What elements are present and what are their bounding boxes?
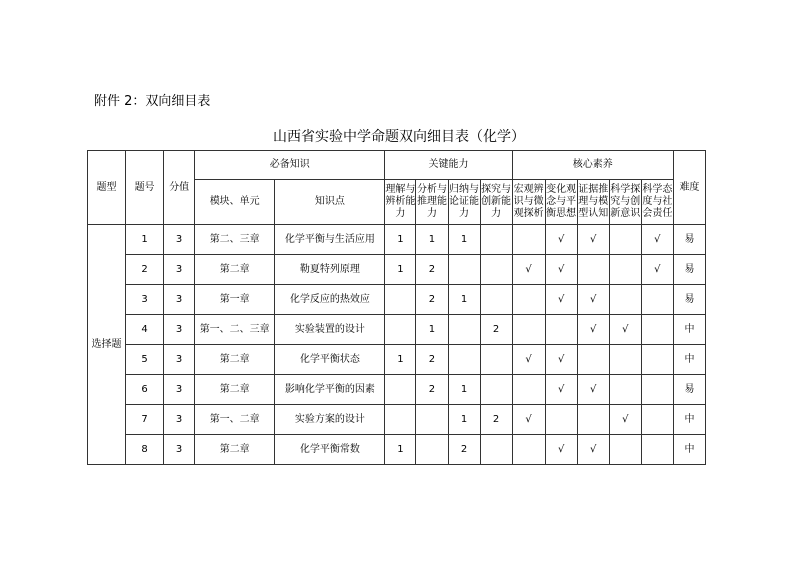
ability-4-cell: [480, 285, 512, 315]
header-essential-knowledge: 必备知识: [195, 151, 385, 180]
literacy-2-cell: [545, 405, 577, 435]
question-number: 8: [126, 435, 164, 465]
literacy-5-cell: √: [641, 225, 673, 255]
literacy-4-cell: √: [609, 315, 641, 345]
ability-3-cell: 1: [448, 225, 480, 255]
literacy-3-cell: [577, 255, 609, 285]
score-cell: 3: [164, 345, 195, 375]
literacy-3-cell: √: [577, 285, 609, 315]
table-body: [88, 151, 706, 465]
ability-4-cell: [480, 375, 512, 405]
ability-4-cell: [480, 225, 512, 255]
literacy-1-cell: [512, 315, 545, 345]
ability-1-cell: [385, 405, 416, 435]
score-cell: 3: [164, 315, 195, 345]
header-type: 题型: [88, 151, 126, 225]
difficulty-cell: 中: [673, 315, 705, 345]
ability-2-cell: 2: [416, 255, 448, 285]
header-literacy-4: 科学探究与创新意识: [609, 180, 641, 225]
header-score: 分值: [164, 151, 195, 225]
header-literacy-5: 科学态度与社会责任: [641, 180, 673, 225]
ability-2-cell: 1: [416, 315, 448, 345]
module-cell: 第二、三章: [195, 225, 275, 255]
header-key-ability: 关键能力: [385, 151, 512, 180]
ability-1-cell: [385, 285, 416, 315]
question-number: 5: [126, 345, 164, 375]
ability-3-cell: [448, 255, 480, 285]
header-row-1: [88, 151, 706, 180]
table-row: [88, 405, 706, 435]
knowledge-point-cell: 化学平衡常数: [275, 435, 385, 465]
ability-3-cell: 1: [448, 285, 480, 315]
module-cell: 第一章: [195, 285, 275, 315]
difficulty-cell: 中: [673, 435, 705, 465]
ability-1-cell: [385, 315, 416, 345]
knowledge-point-cell: 化学平衡状态: [275, 345, 385, 375]
header-literacy-3: 证据推理与模型认知: [577, 180, 609, 225]
header-literacy-2: 变化观念与平衡思想: [545, 180, 577, 225]
ability-1-cell: [385, 375, 416, 405]
header-core-literacy: 核心素养: [512, 151, 673, 180]
literacy-3-cell: √: [577, 315, 609, 345]
question-type-cell: 选择题: [88, 225, 126, 465]
table-row: [88, 225, 706, 255]
literacy-1-cell: [512, 285, 545, 315]
knowledge-point-cell: 化学平衡与生活应用: [275, 225, 385, 255]
literacy-2-cell: √: [545, 375, 577, 405]
question-number: 2: [126, 255, 164, 285]
literacy-5-cell: [641, 435, 673, 465]
difficulty-cell: 易: [673, 285, 705, 315]
ability-4-cell: 2: [480, 405, 512, 435]
literacy-4-cell: [609, 255, 641, 285]
literacy-1-cell: [512, 375, 545, 405]
ability-4-cell: [480, 255, 512, 285]
ability-1-cell: 1: [385, 255, 416, 285]
difficulty-cell: 易: [673, 255, 705, 285]
table-row: [88, 285, 706, 315]
literacy-1-cell: [512, 225, 545, 255]
ability-2-cell: 1: [416, 225, 448, 255]
ability-2-cell: 2: [416, 285, 448, 315]
literacy-3-cell: √: [577, 435, 609, 465]
module-cell: 第二章: [195, 345, 275, 375]
ability-4-cell: [480, 345, 512, 375]
question-number: 3: [126, 285, 164, 315]
question-number: 1: [126, 225, 164, 255]
literacy-5-cell: [641, 285, 673, 315]
table-title: 山西省实验中学命题双向细目表（化学）: [273, 129, 525, 145]
literacy-3-cell: [577, 345, 609, 375]
ability-1-cell: 1: [385, 435, 416, 465]
literacy-5-cell: √: [641, 255, 673, 285]
question-number: 4: [126, 315, 164, 345]
literacy-5-cell: [641, 375, 673, 405]
header-ability-4: 探究与创新能力: [480, 180, 512, 225]
literacy-5-cell: [641, 345, 673, 375]
literacy-3-cell: [577, 405, 609, 435]
module-cell: 第一、二、三章: [195, 315, 275, 345]
table-row: [88, 345, 706, 375]
literacy-4-cell: [609, 375, 641, 405]
literacy-5-cell: [641, 315, 673, 345]
difficulty-cell: 易: [673, 225, 705, 255]
header-ability-2: 分析与推理能力: [416, 180, 448, 225]
module-cell: 第一、二章: [195, 405, 275, 435]
header-ability-1: 理解与辨析能力: [385, 180, 416, 225]
table-row: [88, 255, 706, 285]
module-cell: 第二章: [195, 375, 275, 405]
literacy-1-cell: √: [512, 345, 545, 375]
ability-2-cell: 2: [416, 375, 448, 405]
ability-3-cell: 2: [448, 435, 480, 465]
literacy-2-cell: √: [545, 255, 577, 285]
score-cell: 3: [164, 405, 195, 435]
ability-1-cell: 1: [385, 225, 416, 255]
question-number: 6: [126, 375, 164, 405]
literacy-1-cell: √: [512, 405, 545, 435]
literacy-2-cell: √: [545, 435, 577, 465]
literacy-2-cell: √: [545, 285, 577, 315]
knowledge-point-cell: 影响化学平衡的因素: [275, 375, 385, 405]
score-cell: 3: [164, 225, 195, 255]
ability-3-cell: [448, 315, 480, 345]
literacy-3-cell: √: [577, 375, 609, 405]
ability-3-cell: [448, 345, 480, 375]
literacy-1-cell: √: [512, 255, 545, 285]
score-cell: 3: [164, 285, 195, 315]
module-cell: 第二章: [195, 435, 275, 465]
knowledge-point-cell: 化学反应的热效应: [275, 285, 385, 315]
header-module-unit: 模块、单元: [195, 180, 275, 225]
header-literacy-1: 宏观辨识与微观探析: [512, 180, 545, 225]
table-row: [88, 315, 706, 345]
header-number: 题号: [126, 151, 164, 225]
difficulty-cell: 中: [673, 345, 705, 375]
ability-1-cell: 1: [385, 345, 416, 375]
header-ability-3: 归纳与论证能力: [448, 180, 480, 225]
header-difficulty: 难度: [673, 151, 705, 225]
literacy-4-cell: [609, 285, 641, 315]
ability-2-cell: 2: [416, 345, 448, 375]
module-cell: 第二章: [195, 255, 275, 285]
literacy-1-cell: [512, 435, 545, 465]
knowledge-point-cell: 实验方案的设计: [275, 405, 385, 435]
attachment-label: 附件 2：双向细目表: [94, 94, 211, 109]
literacy-2-cell: [545, 315, 577, 345]
score-cell: 3: [164, 255, 195, 285]
ability-3-cell: 1: [448, 405, 480, 435]
header-knowledge-point: 知识点: [275, 180, 385, 225]
literacy-4-cell: [609, 435, 641, 465]
difficulty-cell: 中: [673, 405, 705, 435]
literacy-4-cell: [609, 345, 641, 375]
specification-table: [87, 150, 706, 465]
score-cell: 3: [164, 435, 195, 465]
table-row: [88, 435, 706, 465]
ability-2-cell: [416, 435, 448, 465]
literacy-2-cell: √: [545, 345, 577, 375]
ability-3-cell: 1: [448, 375, 480, 405]
knowledge-point-cell: 勒夏特列原理: [275, 255, 385, 285]
ability-4-cell: [480, 435, 512, 465]
question-number: 7: [126, 405, 164, 435]
table-row: [88, 375, 706, 405]
literacy-3-cell: √: [577, 225, 609, 255]
literacy-2-cell: √: [545, 225, 577, 255]
literacy-4-cell: [609, 225, 641, 255]
score-cell: 3: [164, 375, 195, 405]
difficulty-cell: 易: [673, 375, 705, 405]
literacy-4-cell: √: [609, 405, 641, 435]
ability-2-cell: [416, 405, 448, 435]
ability-4-cell: 2: [480, 315, 512, 345]
knowledge-point-cell: 实验装置的设计: [275, 315, 385, 345]
literacy-5-cell: [641, 405, 673, 435]
